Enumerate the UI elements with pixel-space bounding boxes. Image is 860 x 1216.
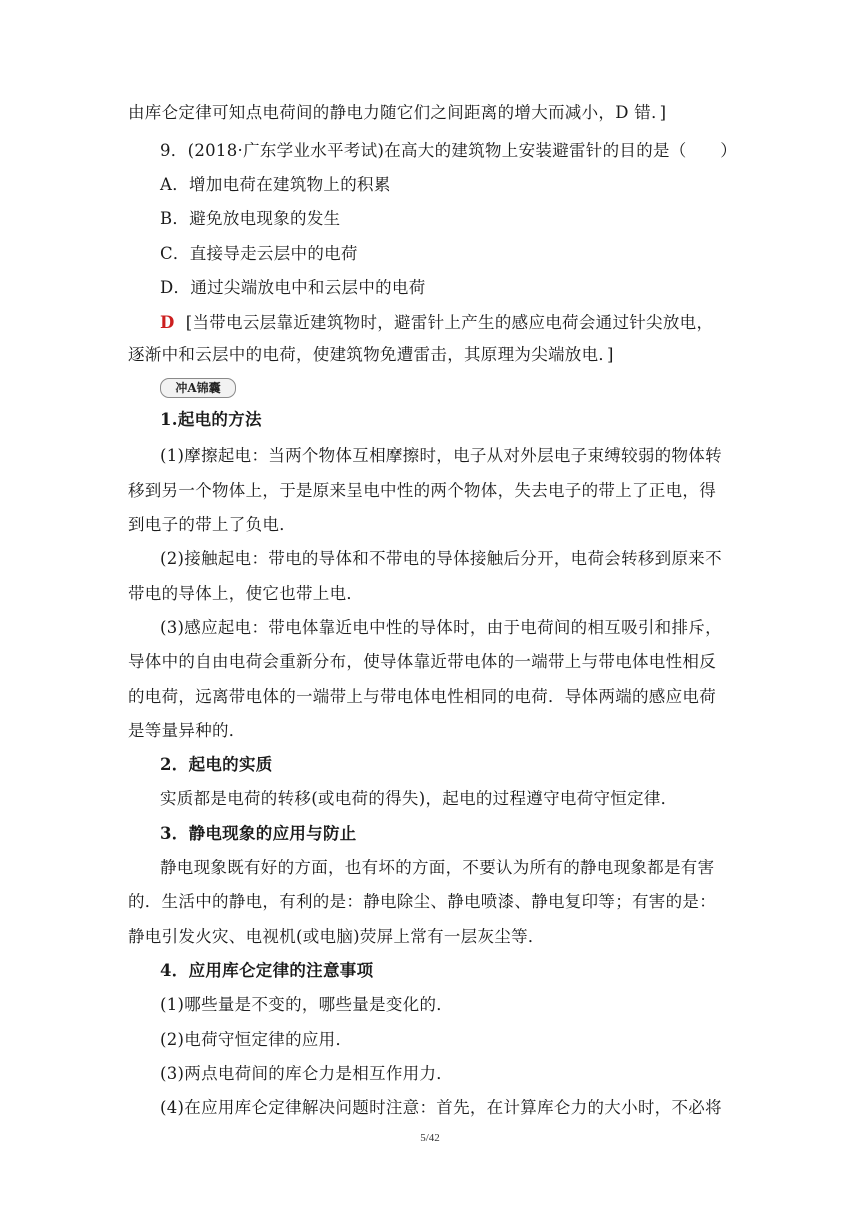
list-item: (1)哪些量是不变的，哪些量是变化的． — [160, 995, 454, 1014]
option-a: A．增加电荷在建筑物上的积累 — [160, 175, 391, 194]
paragraph-line: 静电现象既有好的方面，也有坏的方面，不要认为所有的静电现象都是有害 — [160, 858, 715, 877]
paragraph-line: 带电的导体上，使它也带上电． — [128, 584, 364, 603]
section-badge: 冲A锦囊 — [160, 378, 236, 398]
page-number: 5/42 — [420, 1132, 440, 1144]
paragraph-line: 静电引发火灾、电视机(或电脑)荧屏上常有一层灰尘等． — [128, 927, 545, 946]
section-title-3: 3．静电现象的应用与防止 — [160, 824, 357, 843]
section-title-4: 4．应用库仑定律的注意事项 — [160, 961, 374, 980]
answer-line-2: 逐渐中和云层中的电荷，使建筑物免遭雷击，其原理为尖端放电．] — [128, 345, 614, 364]
answer-explanation: [当带电云层靠近建筑物时，避雷针上产生的感应电荷会通过针尖放电， — [185, 313, 714, 332]
paragraph-line: 的电荷，远离带电体的一端带上与带电体电性相同的电荷．导体两端的感应电荷 — [128, 687, 716, 706]
list-item: (2)电荷守恒定律的应用． — [160, 1030, 353, 1049]
question-stem: 9．(2018·广东学业水平考试)在高大的建筑物上安装避雷针的目的是（ ） — [160, 141, 738, 160]
paragraph-line: 的．生活中的静电，有利的是：静电除尘、静电喷漆、静电复印等；有害的是： — [128, 892, 716, 911]
paragraph-line: 实质都是电荷的转移(或电荷的得失)，起电的过程遵守电荷守恒定律． — [160, 789, 678, 808]
answer-line-1 — [160, 313, 772, 333]
list-item: (4)在应用库仑定律解决问题时注意：首先，在计算库仑力的大小时，不必将 — [160, 1098, 722, 1117]
section-title-1: 1.起电的方法 — [160, 410, 262, 429]
paragraph-line: (2)接触起电：带电的导体和不带电的导体接触后分开，电荷会转移到原来不 — [160, 549, 722, 568]
list-item: (3)两点电荷间的库仑力是相互作用力． — [160, 1064, 454, 1083]
paragraph-line: 到电子的带上了负电． — [128, 515, 296, 534]
option-b: B．避免放电现象的发生 — [160, 209, 341, 228]
paragraph-line: 移到另一个物体上，于是原来呈电中性的两个物体，失去电子的带上了正电，得 — [128, 481, 716, 500]
option-c: C．直接导走云层中的电荷 — [160, 244, 358, 263]
option-d: D．通过尖端放电中和云层中的电荷 — [160, 278, 426, 297]
paragraph-line: 是等量异种的． — [128, 721, 246, 740]
paragraph-line: 导体中的自由电荷会重新分布，使导体靠近带电体的一端带上与带电体电性相反 — [128, 652, 716, 671]
answer-letter: D — [160, 313, 175, 332]
paragraph-line: (3)感应起电：带电体靠近电中性的导体时，由于电荷间的相互吸引和排斥， — [160, 618, 722, 637]
paragraph-line: (1)摩擦起电：当两个物体互相摩擦时，电子从对外层电子束缚较弱的物体转 — [160, 446, 722, 465]
section-title-2: 2．起电的实质 — [160, 755, 273, 774]
text-line: 由库仑定律可知点电荷间的静电力随它们之间距离的增大而减小，D 错．] — [128, 103, 667, 122]
